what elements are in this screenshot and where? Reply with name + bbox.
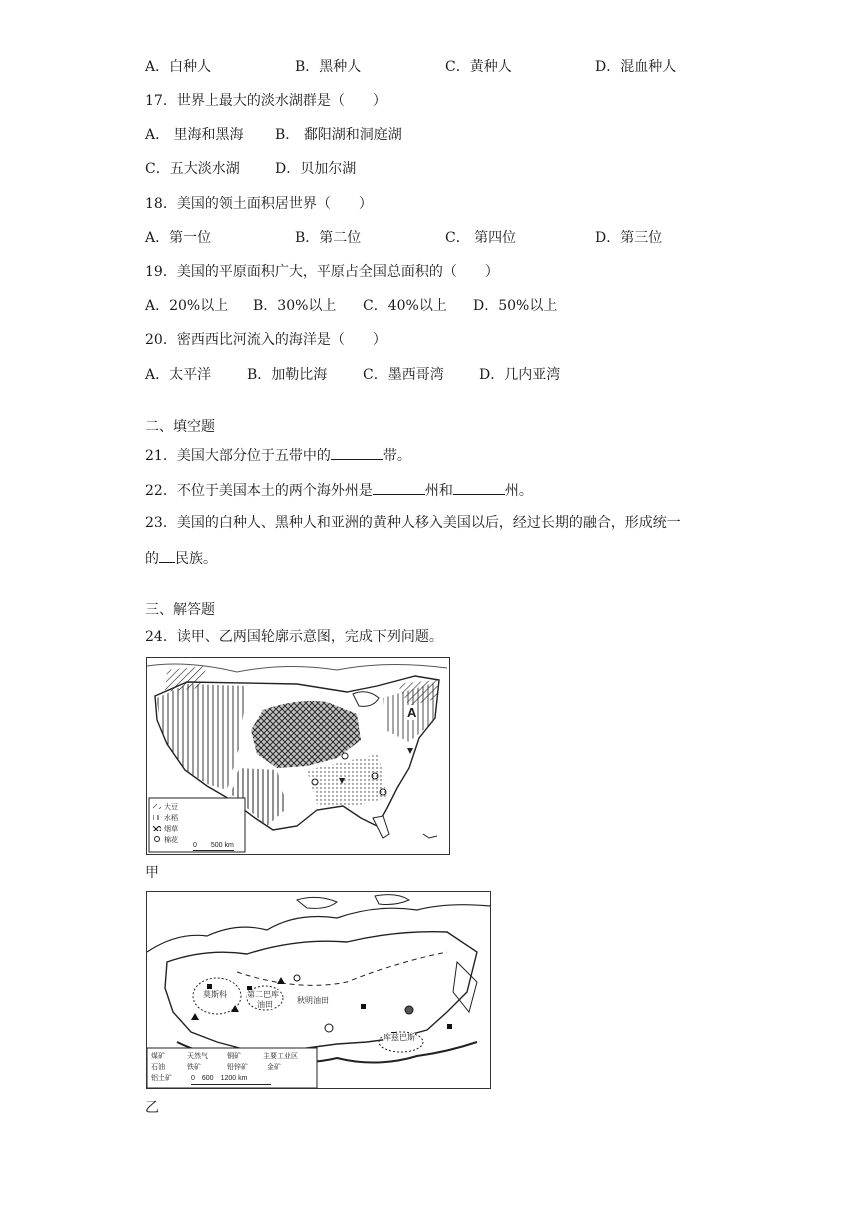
q16-option-c: C．黄种人 — [445, 59, 512, 75]
usa-agriculture-map-graphic — [147, 658, 449, 854]
legend-lead-zinc: 铅锌矿 — [227, 1064, 248, 1071]
q24-stem: 24．读甲、乙两国轮廓示意图，完成下列问题。 — [145, 629, 443, 645]
legend-bauxite: 铝土矿 — [151, 1075, 172, 1082]
q17-option-a: A． 里海和黑海 — [145, 127, 244, 143]
q16-option-d: D．混血种人 — [595, 59, 677, 75]
q17-option-c: C．五大淡水湖 — [145, 161, 240, 177]
q20-option-d: D．几内亚湾 — [479, 367, 561, 383]
q19-stem: 19．美国的平原面积广大，平原占全国总面积的（ ） — [145, 264, 499, 280]
q23-text-pre: 的 — [145, 551, 159, 567]
q19-option-a: A．20%以上 — [145, 298, 229, 314]
q19-option-b: B．30%以上 — [253, 298, 337, 314]
q20-option-c: C．墨西哥湾 — [363, 367, 444, 383]
q22-text-post: 州。 — [504, 483, 533, 499]
q18-option-b: B．第二位 — [295, 230, 362, 246]
q23-text-post: 民族。 — [175, 551, 217, 567]
legend-industrial-zone: 主要工业区 — [263, 1053, 298, 1060]
place-kuzbass: 库兹巴斯 — [383, 1033, 415, 1042]
q22-answer-blank-2[interactable] — [453, 479, 505, 495]
map-jia-scale: 0 500 km — [193, 842, 234, 849]
map-jia-legend — [164, 802, 178, 846]
q19-option-d: D．50%以上 — [473, 298, 558, 314]
legend-natural-gas: 天然气 — [187, 1053, 208, 1060]
legend-cotton: 棉花 — [164, 837, 178, 844]
q17-stem: 17．世界上最大的淡水湖群是（ ） — [145, 93, 387, 109]
q20-stem: 20．密西西比河流入的海洋是（ ） — [145, 332, 387, 348]
q23-line-2 — [145, 547, 217, 569]
q21-answer-blank[interactable] — [331, 444, 383, 460]
q17-option-b: B． 鄱阳湖和洞庭湖 — [275, 127, 402, 143]
q22-text-mid: 州和 — [424, 483, 453, 499]
place-moscow: 莫斯科 — [203, 990, 227, 999]
q23-answer-blank[interactable] — [159, 547, 175, 563]
legend-iron: 铁矿 — [187, 1064, 201, 1071]
legend-coal: 煤矿 — [151, 1053, 165, 1060]
q18-stem: 18．美国的领土面积居世界（ ） — [145, 196, 373, 212]
legend-oil: 石油 — [151, 1064, 165, 1071]
q20-option-a: A．太平洋 — [145, 367, 212, 383]
q20-option-b: B．加勒比海 — [247, 367, 328, 383]
legend-gold: 金矿 — [267, 1064, 281, 1071]
place-tyumen-oilfield: 秋明油田 — [297, 996, 329, 1005]
q18-option-a: A．第一位 — [145, 230, 212, 246]
q22-answer-blank-1[interactable] — [373, 479, 425, 495]
q18-option-d: D．第三位 — [595, 230, 663, 246]
legend-rice: 水稻 — [164, 815, 178, 822]
q21-text-pre: 21．美国大部分位于五带中的 — [145, 448, 331, 464]
q21-text-post: 带。 — [382, 448, 411, 464]
q16-option-a: A．白种人 — [145, 59, 212, 75]
place-oilfield: 油田 — [257, 1000, 273, 1009]
q18-option-c: C． 第四位 — [445, 230, 517, 246]
map-jia-caption: 甲 — [145, 865, 159, 881]
map-yi-caption: 乙 — [145, 1100, 159, 1116]
legend-tobacco: 烟草 — [164, 826, 178, 833]
q19-option-c: C．40%以上 — [363, 298, 447, 314]
legend-copper: 铜矿 — [227, 1053, 241, 1060]
q16-option-b: B．黑种人 — [295, 59, 362, 75]
q22-text-pre: 22．不位于美国本土的两个海外州是 — [145, 483, 373, 499]
section-heading-answer: 三、解答题 — [145, 602, 215, 618]
q21-line — [145, 444, 411, 466]
legend-soybean: 大豆 — [164, 804, 178, 811]
map-yi-russia — [146, 891, 491, 1089]
q17-option-d: D．贝加尔湖 — [275, 161, 357, 177]
map-jia-label-a: A — [407, 705, 417, 720]
map-yi-legend — [151, 1051, 315, 1085]
map-jia-usa — [146, 657, 450, 855]
q23-line-1: 23．美国的白种人、黑种人和亚洲的黄种人移入美国以后，经过长期的融合，形成统一 — [145, 515, 681, 531]
place-second-baku: 第二巴库 — [247, 990, 279, 999]
map-yi-scale: 0 600 1200 km — [191, 1073, 271, 1085]
section-heading-fill-blank: 二、填空题 — [145, 419, 215, 435]
q22-line — [145, 479, 533, 501]
